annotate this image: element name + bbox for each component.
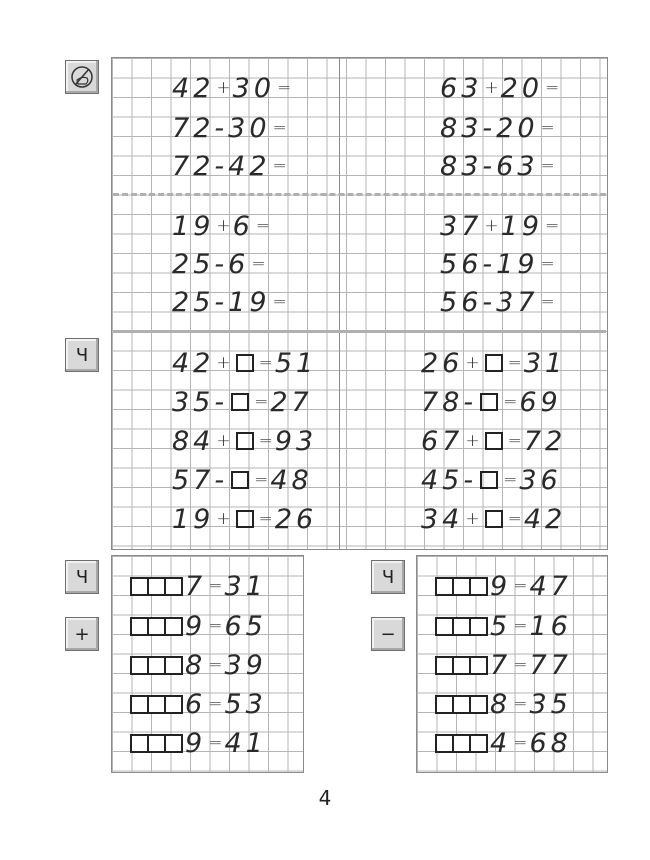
equals-sign: = <box>208 733 223 753</box>
equation <box>440 70 561 106</box>
equals-sign: = <box>507 431 522 451</box>
digit: 3 <box>228 112 250 144</box>
plus-sign: + <box>484 216 499 236</box>
digit: 9 <box>517 248 539 280</box>
operand: 26 <box>421 347 464 379</box>
digit: 9 <box>490 570 512 602</box>
missing-number-equation <box>172 501 317 537</box>
missing-number-equation <box>172 345 317 381</box>
minus-sign: - <box>214 386 229 418</box>
minus-sign: - <box>482 150 497 182</box>
answer-box[interactable] <box>164 617 183 636</box>
digit: 6 <box>461 248 483 280</box>
digit: 2 <box>172 248 194 280</box>
digit: 2 <box>193 150 215 182</box>
equals-sign: = <box>208 694 223 714</box>
answer-box[interactable] <box>164 577 183 596</box>
answer-boxes[interactable] <box>130 734 181 753</box>
answer-box[interactable] <box>231 393 249 411</box>
answer-box[interactable] <box>469 577 488 596</box>
operand: 34 <box>421 503 464 535</box>
minus-sign: - <box>214 248 229 280</box>
digit: 2 <box>500 72 522 104</box>
equals-sign: = <box>208 616 223 636</box>
center-line <box>339 57 340 550</box>
answer-box[interactable] <box>236 510 254 528</box>
box-equation <box>435 608 572 644</box>
minus-sign: - <box>214 150 229 182</box>
result: 53 <box>224 688 267 720</box>
missing-number-equation <box>421 462 562 498</box>
operand: 19 <box>172 503 215 535</box>
digit: 4 <box>490 727 512 759</box>
missing-number-equation <box>172 462 313 498</box>
bottom-left-label-icon: Ч <box>65 560 99 594</box>
box-equation <box>130 725 267 761</box>
equals-sign: = <box>540 292 555 312</box>
plus-sign: + <box>216 216 231 236</box>
answer-boxes[interactable] <box>130 617 181 636</box>
result: 36 <box>519 464 562 496</box>
equation <box>172 284 289 320</box>
box-equation <box>435 686 572 722</box>
answer-box[interactable] <box>469 656 488 675</box>
digit: 6 <box>232 210 254 242</box>
digit: 9 <box>185 727 207 759</box>
equals-sign: = <box>272 292 287 312</box>
result: 69 <box>519 386 562 418</box>
digit: 3 <box>440 210 462 242</box>
equals-sign: = <box>251 254 266 274</box>
result: 27 <box>270 386 313 418</box>
answer-box[interactable] <box>164 656 183 675</box>
digit: 8 <box>490 688 512 720</box>
digit: 3 <box>461 150 483 182</box>
minus-sign: - <box>463 386 478 418</box>
digit: 7 <box>172 150 194 182</box>
equation <box>172 208 272 244</box>
operand: 78 <box>421 386 464 418</box>
answer-box[interactable] <box>469 617 488 636</box>
digit: 8 <box>440 112 462 144</box>
equation <box>172 70 293 106</box>
box-equation <box>130 568 267 604</box>
result: 35 <box>529 688 572 720</box>
digit: 8 <box>185 649 207 681</box>
digit: 1 <box>228 286 250 318</box>
plus-sign: + <box>465 353 480 373</box>
operand: 57 <box>172 464 215 496</box>
result: 31 <box>523 347 567 379</box>
equation <box>440 148 557 184</box>
box-equation <box>130 647 267 683</box>
answer-box[interactable] <box>480 393 498 411</box>
digit: 5 <box>490 610 512 642</box>
equals-sign: = <box>513 655 528 675</box>
answer-box[interactable] <box>236 354 254 372</box>
equals-sign: = <box>540 118 555 138</box>
equals-sign: = <box>503 392 518 412</box>
digit: 2 <box>193 112 215 144</box>
equals-sign: = <box>545 78 560 98</box>
digit: 4 <box>172 72 194 104</box>
digit: 9 <box>249 286 271 318</box>
result: 42 <box>523 503 567 535</box>
section2-label-icon: Ч <box>65 338 99 372</box>
result: 41 <box>224 727 267 759</box>
equals-sign: = <box>503 470 518 490</box>
digit: 6 <box>496 150 518 182</box>
result: 16 <box>529 610 572 642</box>
digit: 7 <box>172 112 194 144</box>
answer-boxes[interactable] <box>435 617 486 636</box>
operand: 35 <box>172 386 215 418</box>
page-number: 4 <box>318 786 332 810</box>
answer-box[interactable] <box>469 695 488 714</box>
equals-sign: = <box>272 118 287 138</box>
minus-icon: − <box>371 617 405 651</box>
equation <box>172 246 268 282</box>
box-equation <box>435 725 572 761</box>
equals-sign: = <box>208 576 223 596</box>
plus-sign: + <box>216 353 231 373</box>
missing-number-equation <box>421 384 562 420</box>
equals-sign: = <box>277 78 292 98</box>
answer-box[interactable] <box>236 432 254 450</box>
answer-boxes[interactable] <box>435 577 486 596</box>
box-equation <box>130 686 267 722</box>
equals-sign: = <box>513 733 528 753</box>
digit: 0 <box>517 112 539 144</box>
equals-sign: = <box>254 392 269 412</box>
equals-sign: = <box>513 616 528 636</box>
equals-sign: = <box>208 655 223 675</box>
digit: 4 <box>228 150 250 182</box>
box-equation <box>435 568 572 604</box>
digit: 7 <box>185 570 207 602</box>
equals-sign: = <box>513 694 528 714</box>
missing-number-equation <box>172 423 317 459</box>
missing-number-equation <box>172 384 313 420</box>
digit: 5 <box>193 286 215 318</box>
minus-sign: - <box>214 112 229 144</box>
dashed-divider <box>113 193 606 196</box>
result: 65 <box>224 610 267 642</box>
result: 77 <box>529 649 572 681</box>
operand: 45 <box>421 464 464 496</box>
equals-sign: = <box>258 353 273 373</box>
answer-box[interactable] <box>164 734 183 753</box>
plus-sign: + <box>465 431 480 451</box>
equation <box>172 110 289 146</box>
digit: 6 <box>185 688 207 720</box>
answer-boxes[interactable] <box>435 656 486 675</box>
result: 68 <box>529 727 572 759</box>
answer-box[interactable] <box>485 510 503 528</box>
equation <box>440 208 561 244</box>
result: 26 <box>274 503 318 535</box>
equation <box>440 284 557 320</box>
equals-sign: = <box>507 509 522 529</box>
result: 72 <box>523 425 567 457</box>
digit: 3 <box>496 286 518 318</box>
digit: 6 <box>228 248 250 280</box>
answer-boxes[interactable] <box>435 695 486 714</box>
answer-box[interactable] <box>480 471 498 489</box>
answer-box[interactable] <box>164 695 183 714</box>
digit: 1 <box>172 210 194 242</box>
operand: 42 <box>172 347 215 379</box>
digit: 3 <box>461 72 483 104</box>
operand: 84 <box>172 425 215 457</box>
operand: 67 <box>421 425 464 457</box>
minus-sign: - <box>482 286 497 318</box>
digit: 0 <box>521 72 543 104</box>
plus-icon: + <box>65 617 99 651</box>
equals-sign: = <box>255 216 271 236</box>
missing-number-equation <box>421 345 566 381</box>
digit: 3 <box>461 112 483 144</box>
answer-box[interactable] <box>469 734 488 753</box>
equals-sign: = <box>254 470 269 490</box>
digit: 8 <box>440 150 462 182</box>
digit: 0 <box>253 72 275 104</box>
equals-sign: = <box>545 216 560 236</box>
digit: 2 <box>496 112 518 144</box>
digit: 3 <box>517 150 539 182</box>
answer-box[interactable] <box>485 432 503 450</box>
equals-sign: = <box>258 509 273 529</box>
result: 93 <box>274 425 318 457</box>
digit: 9 <box>185 610 207 642</box>
box-equation <box>130 608 267 644</box>
minus-sign: - <box>214 464 229 496</box>
answer-boxes[interactable] <box>130 577 181 596</box>
digit: 6 <box>440 72 462 104</box>
equation <box>440 110 557 146</box>
missing-number-equation <box>421 501 566 537</box>
equation <box>172 148 289 184</box>
digit: 7 <box>517 286 539 318</box>
digit: 0 <box>249 112 271 144</box>
plus-sign: + <box>216 431 231 451</box>
result: 39 <box>224 649 267 681</box>
pencil-hand-icon <box>65 60 99 94</box>
digit: 5 <box>440 286 462 318</box>
equals-sign: = <box>507 353 522 373</box>
answer-box[interactable] <box>485 354 503 372</box>
digit: 6 <box>461 286 483 318</box>
result: 31 <box>224 570 267 602</box>
answer-boxes[interactable] <box>130 656 181 675</box>
equals-sign: = <box>540 254 555 274</box>
digit: 2 <box>193 72 215 104</box>
digit: 9 <box>521 210 543 242</box>
minus-sign: - <box>214 286 229 318</box>
bottom-right-label-icon: Ч <box>371 560 405 594</box>
digit: 2 <box>172 286 194 318</box>
digit: 2 <box>249 150 271 182</box>
digit: 1 <box>496 248 518 280</box>
result: 48 <box>270 464 313 496</box>
digit: 7 <box>461 210 483 242</box>
equals-sign: = <box>513 576 528 596</box>
equation <box>440 246 557 282</box>
digit: 5 <box>193 248 215 280</box>
plus-sign: + <box>216 78 231 98</box>
answer-boxes[interactable] <box>435 734 486 753</box>
section-divider <box>113 330 606 333</box>
answer-box[interactable] <box>231 471 249 489</box>
digit: 5 <box>440 248 462 280</box>
box-equation <box>435 647 572 683</box>
minus-sign: - <box>463 464 478 496</box>
plus-sign: + <box>216 509 231 529</box>
plus-sign: + <box>465 509 480 529</box>
digit: 9 <box>193 210 215 242</box>
equals-sign: = <box>258 431 273 451</box>
plus-sign: + <box>484 78 499 98</box>
missing-number-equation <box>421 423 566 459</box>
digit: 7 <box>490 649 512 681</box>
equals-sign: = <box>272 156 287 176</box>
result: 47 <box>529 570 572 602</box>
digit: 3 <box>232 72 254 104</box>
equals-sign: = <box>540 156 555 176</box>
answer-boxes[interactable] <box>130 695 181 714</box>
minus-sign: - <box>482 112 497 144</box>
result: 51 <box>274 347 318 379</box>
digit: 1 <box>500 210 522 242</box>
minus-sign: - <box>482 248 497 280</box>
